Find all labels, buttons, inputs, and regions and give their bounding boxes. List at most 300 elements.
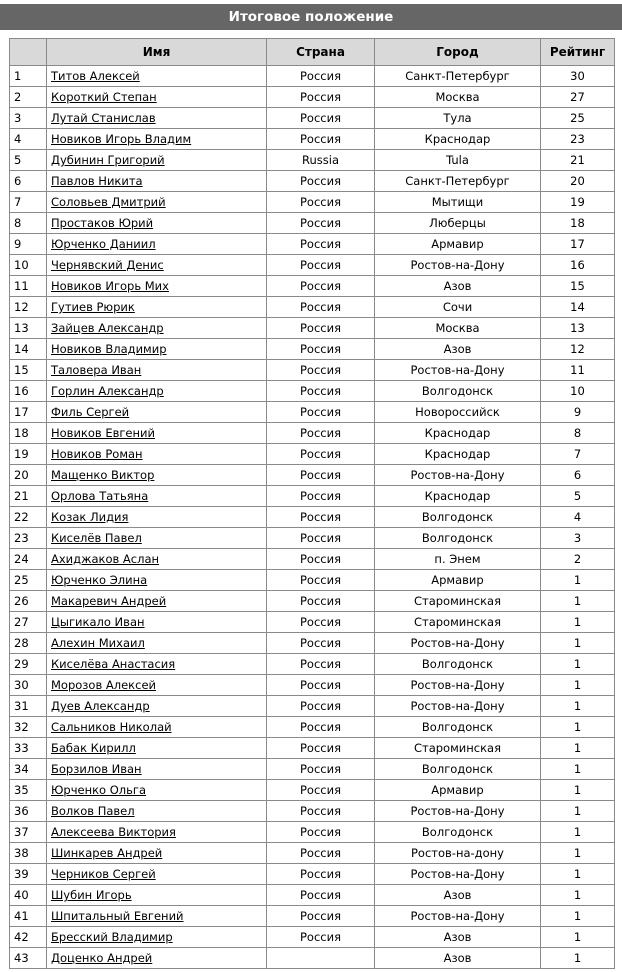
player-name-link[interactable]: Юрченко Элина bbox=[51, 573, 148, 587]
player-name-cell bbox=[47, 528, 267, 549]
city-cell: Азов bbox=[375, 339, 541, 360]
table-row bbox=[10, 528, 615, 549]
rank-cell: 41 bbox=[10, 906, 47, 927]
player-name-link[interactable]: Дубинин Григорий bbox=[51, 153, 165, 167]
rating-cell: 17 bbox=[541, 234, 615, 255]
city-cell: Ростов-на-Дону bbox=[375, 864, 541, 885]
city-cell: Азов bbox=[375, 885, 541, 906]
country-cell: Россия bbox=[267, 255, 375, 276]
city-cell: Люберцы bbox=[375, 213, 541, 234]
player-name-link[interactable]: Цыгикало Иван bbox=[51, 615, 145, 629]
country-cell: Россия bbox=[267, 696, 375, 717]
country-cell: Россия bbox=[267, 129, 375, 150]
country-cell: Russia bbox=[267, 150, 375, 171]
rank-cell: 11 bbox=[10, 276, 47, 297]
rating-cell: 1 bbox=[541, 654, 615, 675]
city-cell: Ростов-на-Дону bbox=[375, 465, 541, 486]
player-name-link[interactable]: Шпитальный Евгений bbox=[51, 909, 184, 923]
rating-cell: 19 bbox=[541, 192, 615, 213]
player-name-cell bbox=[47, 507, 267, 528]
table-row bbox=[10, 738, 615, 759]
column-header-number bbox=[10, 39, 47, 66]
player-name-cell bbox=[47, 192, 267, 213]
player-name-cell bbox=[47, 591, 267, 612]
rating-cell: 14 bbox=[541, 297, 615, 318]
column-header-rating: Рейтинг bbox=[541, 39, 615, 66]
city-cell: Армавир bbox=[375, 570, 541, 591]
table-row bbox=[10, 171, 615, 192]
column-header-name: Имя bbox=[47, 39, 267, 66]
player-name-cell bbox=[47, 822, 267, 843]
country-cell: Россия bbox=[267, 864, 375, 885]
country-cell: Россия bbox=[267, 528, 375, 549]
rank-cell: 42 bbox=[10, 927, 47, 948]
rank-cell: 5 bbox=[10, 150, 47, 171]
city-cell: Краснодар bbox=[375, 423, 541, 444]
city-cell: Азов bbox=[375, 948, 541, 969]
player-name-cell bbox=[47, 402, 267, 423]
player-name-link[interactable]: Макаревич Андрей bbox=[51, 594, 167, 608]
rank-cell: 32 bbox=[10, 717, 47, 738]
rank-cell: 37 bbox=[10, 822, 47, 843]
rating-cell: 20 bbox=[541, 171, 615, 192]
table-row bbox=[10, 444, 615, 465]
table-row bbox=[10, 276, 615, 297]
table-row bbox=[10, 108, 615, 129]
rating-cell: 1 bbox=[541, 843, 615, 864]
player-name-cell bbox=[47, 297, 267, 318]
city-cell: Азов bbox=[375, 927, 541, 948]
rank-cell: 30 bbox=[10, 675, 47, 696]
rank-cell: 16 bbox=[10, 381, 47, 402]
rating-cell: 16 bbox=[541, 255, 615, 276]
player-name-cell bbox=[47, 318, 267, 339]
table-row bbox=[10, 66, 615, 87]
rank-cell: 6 bbox=[10, 171, 47, 192]
city-cell: Волгодонск bbox=[375, 381, 541, 402]
table-row bbox=[10, 885, 615, 906]
player-name-link[interactable]: Соловьев Дмитрий bbox=[51, 195, 166, 209]
player-name-link[interactable]: Зайцев Александр bbox=[51, 321, 164, 335]
player-name-link[interactable]: Юрченко Даниил bbox=[51, 237, 156, 251]
table-row bbox=[10, 381, 615, 402]
city-cell: Армавир bbox=[375, 234, 541, 255]
rating-cell: 1 bbox=[541, 591, 615, 612]
table-row bbox=[10, 780, 615, 801]
city-cell: Москва bbox=[375, 318, 541, 339]
rank-cell: 34 bbox=[10, 759, 47, 780]
city-cell: Ростов-на-Дону bbox=[375, 675, 541, 696]
table-row bbox=[10, 87, 615, 108]
rating-cell: 15 bbox=[541, 276, 615, 297]
city-cell: Москва bbox=[375, 87, 541, 108]
rating-cell: 2 bbox=[541, 549, 615, 570]
rank-cell: 8 bbox=[10, 213, 47, 234]
country-cell: Россия bbox=[267, 318, 375, 339]
table-row bbox=[10, 864, 615, 885]
city-cell: Ростов-на-Дону bbox=[375, 255, 541, 276]
rank-cell: 13 bbox=[10, 318, 47, 339]
table-row bbox=[10, 570, 615, 591]
rank-cell: 1 bbox=[10, 66, 47, 87]
player-name-cell bbox=[47, 465, 267, 486]
city-cell: Волгодонск bbox=[375, 717, 541, 738]
table-row bbox=[10, 297, 615, 318]
player-name-link[interactable]: Доценко Андрей bbox=[51, 951, 153, 965]
player-name-link[interactable]: Бресский Владимир bbox=[51, 930, 173, 944]
country-cell: Россия bbox=[267, 612, 375, 633]
country-cell: Россия bbox=[267, 822, 375, 843]
table-row bbox=[10, 801, 615, 822]
city-cell: Волгодонск bbox=[375, 528, 541, 549]
table-row bbox=[10, 129, 615, 150]
rank-cell: 19 bbox=[10, 444, 47, 465]
player-name-link[interactable]: Короткий Степан bbox=[51, 90, 157, 104]
table-row bbox=[10, 612, 615, 633]
rank-cell: 36 bbox=[10, 801, 47, 822]
rating-cell: 1 bbox=[541, 927, 615, 948]
table-row bbox=[10, 927, 615, 948]
table-row bbox=[10, 339, 615, 360]
country-cell: Россия bbox=[267, 213, 375, 234]
country-cell: Россия bbox=[267, 465, 375, 486]
player-name-link[interactable]: Таловера Иван bbox=[51, 363, 142, 377]
player-name-cell bbox=[47, 885, 267, 906]
player-name-link[interactable]: Чернявский Денис bbox=[51, 258, 164, 272]
table-row bbox=[10, 675, 615, 696]
rank-cell: 17 bbox=[10, 402, 47, 423]
country-cell: Россия bbox=[267, 780, 375, 801]
table-row bbox=[10, 402, 615, 423]
country-cell: Россия bbox=[267, 885, 375, 906]
table-row bbox=[10, 948, 615, 969]
player-name-cell bbox=[47, 381, 267, 402]
rank-cell: 3 bbox=[10, 108, 47, 129]
city-cell: Староминская bbox=[375, 612, 541, 633]
country-cell: Россия bbox=[267, 234, 375, 255]
player-name-cell bbox=[47, 171, 267, 192]
rating-cell: 11 bbox=[541, 360, 615, 381]
rank-cell: 40 bbox=[10, 885, 47, 906]
player-name-cell bbox=[47, 276, 267, 297]
table-row bbox=[10, 906, 615, 927]
player-name-cell bbox=[47, 66, 267, 87]
country-cell: Россия bbox=[267, 360, 375, 381]
rating-cell: 3 bbox=[541, 528, 615, 549]
table-row bbox=[10, 759, 615, 780]
country-cell: Россия bbox=[267, 591, 375, 612]
player-name-link[interactable]: Киселёва Анастасия bbox=[51, 657, 176, 671]
country-cell: Россия bbox=[267, 927, 375, 948]
player-name-link[interactable]: Киселёв Павел bbox=[51, 531, 142, 545]
country-cell: Россия bbox=[267, 444, 375, 465]
city-cell: Tula bbox=[375, 150, 541, 171]
player-name-link[interactable]: Алексеева Виктория bbox=[51, 825, 176, 839]
player-name-cell bbox=[47, 696, 267, 717]
table-row bbox=[10, 465, 615, 486]
rank-cell: 28 bbox=[10, 633, 47, 654]
rating-cell: 1 bbox=[541, 801, 615, 822]
player-name-link[interactable]: Шинкарев Андрей bbox=[51, 846, 163, 860]
player-name-cell bbox=[47, 234, 267, 255]
player-name-cell bbox=[47, 213, 267, 234]
rank-cell: 39 bbox=[10, 864, 47, 885]
rating-cell: 1 bbox=[541, 675, 615, 696]
rank-cell: 12 bbox=[10, 297, 47, 318]
rating-cell: 18 bbox=[541, 213, 615, 234]
country-cell: Россия bbox=[267, 192, 375, 213]
player-name-cell bbox=[47, 360, 267, 381]
player-name-link[interactable]: Филь Сергей bbox=[51, 405, 130, 419]
player-name-cell bbox=[47, 759, 267, 780]
rank-cell: 18 bbox=[10, 423, 47, 444]
player-name-cell bbox=[47, 738, 267, 759]
table-row bbox=[10, 654, 615, 675]
country-cell: Россия bbox=[267, 717, 375, 738]
rating-cell: 7 bbox=[541, 444, 615, 465]
rating-cell: 1 bbox=[541, 864, 615, 885]
player-name-cell bbox=[47, 150, 267, 171]
country-cell: Россия bbox=[267, 675, 375, 696]
table-row bbox=[10, 633, 615, 654]
rank-cell: 38 bbox=[10, 843, 47, 864]
rank-cell: 7 bbox=[10, 192, 47, 213]
player-name-cell bbox=[47, 444, 267, 465]
table-row bbox=[10, 696, 615, 717]
country-cell: Россия bbox=[267, 486, 375, 507]
country-cell: Россия bbox=[267, 549, 375, 570]
player-name-cell bbox=[47, 570, 267, 591]
table-row bbox=[10, 591, 615, 612]
city-cell: Азов bbox=[375, 276, 541, 297]
city-cell: Ростов-на-Дону bbox=[375, 360, 541, 381]
player-name-cell bbox=[47, 948, 267, 969]
player-name-cell bbox=[47, 255, 267, 276]
table-row bbox=[10, 423, 615, 444]
table-row bbox=[10, 234, 615, 255]
rank-cell: 22 bbox=[10, 507, 47, 528]
player-name-cell bbox=[47, 108, 267, 129]
player-name-link[interactable]: Волков Павел bbox=[51, 804, 135, 818]
country-cell: Россия bbox=[267, 423, 375, 444]
city-cell: п. Энем bbox=[375, 549, 541, 570]
city-cell: Краснодар bbox=[375, 486, 541, 507]
city-cell: Санкт-Петербург bbox=[375, 66, 541, 87]
player-name-link[interactable]: Лутай Станислав bbox=[51, 111, 156, 125]
country-cell: Россия bbox=[267, 297, 375, 318]
player-name-cell bbox=[47, 549, 267, 570]
rating-cell: 4 bbox=[541, 507, 615, 528]
rating-cell: 1 bbox=[541, 696, 615, 717]
standings-table bbox=[9, 38, 615, 969]
player-name-cell bbox=[47, 927, 267, 948]
column-header-country: Страна bbox=[267, 39, 375, 66]
player-name-cell bbox=[47, 129, 267, 150]
player-name-link[interactable]: Горлин Александр bbox=[51, 384, 164, 398]
table-row bbox=[10, 318, 615, 339]
country-cell: Россия bbox=[267, 759, 375, 780]
player-name-cell bbox=[47, 87, 267, 108]
rank-cell: 9 bbox=[10, 234, 47, 255]
player-name-cell bbox=[47, 717, 267, 738]
table-row bbox=[10, 213, 615, 234]
player-name-link[interactable]: Ахиджаков Аслан bbox=[51, 552, 160, 566]
player-name-link[interactable]: Простаков Юрий bbox=[51, 216, 154, 230]
city-cell: Краснодар bbox=[375, 444, 541, 465]
city-cell: Ростов-на-Дону bbox=[375, 633, 541, 654]
rating-cell: 1 bbox=[541, 948, 615, 969]
rating-cell: 1 bbox=[541, 885, 615, 906]
city-cell: Краснодар bbox=[375, 129, 541, 150]
city-cell: Волгодонск bbox=[375, 759, 541, 780]
city-cell: Ростов-на-Дону bbox=[375, 696, 541, 717]
table-header-row bbox=[10, 39, 615, 66]
city-cell: Волгодонск bbox=[375, 507, 541, 528]
country-cell: Россия bbox=[267, 654, 375, 675]
rank-cell: 26 bbox=[10, 591, 47, 612]
rank-cell: 14 bbox=[10, 339, 47, 360]
country-cell: Россия bbox=[267, 738, 375, 759]
rank-cell: 15 bbox=[10, 360, 47, 381]
player-name-link[interactable]: Павлов Никита bbox=[51, 174, 143, 188]
city-cell: Тула bbox=[375, 108, 541, 129]
rating-cell: 27 bbox=[541, 87, 615, 108]
table-row bbox=[10, 717, 615, 738]
city-cell: Староминская bbox=[375, 591, 541, 612]
country-cell: Россия bbox=[267, 402, 375, 423]
player-name-link[interactable]: Бабак Кирилл bbox=[51, 741, 136, 755]
player-name-link[interactable]: Черников Сергей bbox=[51, 867, 156, 881]
player-name-cell bbox=[47, 780, 267, 801]
rating-cell: 1 bbox=[541, 738, 615, 759]
rank-cell: 21 bbox=[10, 486, 47, 507]
city-cell: Волгодонск bbox=[375, 654, 541, 675]
player-name-cell bbox=[47, 864, 267, 885]
player-name-cell bbox=[47, 801, 267, 822]
table-row bbox=[10, 507, 615, 528]
rating-cell: 1 bbox=[541, 906, 615, 927]
player-name-link[interactable]: Юрченко Ольга bbox=[51, 783, 147, 797]
rank-cell: 4 bbox=[10, 129, 47, 150]
rating-cell: 1 bbox=[541, 570, 615, 591]
player-name-link[interactable]: Мащенко Виктор bbox=[51, 468, 155, 482]
rank-cell: 35 bbox=[10, 780, 47, 801]
player-name-link[interactable]: Шубин Игорь bbox=[51, 888, 132, 902]
table-row bbox=[10, 360, 615, 381]
player-name-link[interactable]: Гутиев Рюрик bbox=[51, 300, 135, 314]
player-name-cell bbox=[47, 675, 267, 696]
city-cell: Новороссийск bbox=[375, 402, 541, 423]
city-cell: Сочи bbox=[375, 297, 541, 318]
player-name-link[interactable]: Козак Лидия bbox=[51, 510, 129, 524]
country-cell bbox=[267, 948, 375, 969]
table-row bbox=[10, 843, 615, 864]
city-cell: Староминская bbox=[375, 738, 541, 759]
country-cell: Россия bbox=[267, 381, 375, 402]
player-name-cell bbox=[47, 654, 267, 675]
rating-cell: 1 bbox=[541, 717, 615, 738]
rating-cell: 13 bbox=[541, 318, 615, 339]
column-header-city: Город bbox=[375, 39, 541, 66]
rating-cell: 23 bbox=[541, 129, 615, 150]
table-row bbox=[10, 822, 615, 843]
rating-cell: 1 bbox=[541, 612, 615, 633]
city-cell: Армавир bbox=[375, 780, 541, 801]
player-name-link[interactable]: Борзилов Иван bbox=[51, 762, 142, 776]
player-name-cell bbox=[47, 486, 267, 507]
player-name-link[interactable]: Новиков Владимир bbox=[51, 342, 167, 356]
table-row bbox=[10, 192, 615, 213]
rating-cell: 5 bbox=[541, 486, 615, 507]
country-cell: Россия bbox=[267, 801, 375, 822]
player-name-cell bbox=[47, 423, 267, 444]
country-cell: Россия bbox=[267, 570, 375, 591]
country-cell: Россия bbox=[267, 843, 375, 864]
player-name-link[interactable]: Новиков Игорь Владим bbox=[51, 132, 192, 146]
city-cell: Санкт-Петербург bbox=[375, 171, 541, 192]
country-cell: Россия bbox=[267, 87, 375, 108]
country-cell: Россия bbox=[267, 276, 375, 297]
country-cell: Россия bbox=[267, 171, 375, 192]
rating-cell: 10 bbox=[541, 381, 615, 402]
player-name-link[interactable]: Морозов Алексей bbox=[51, 678, 156, 692]
city-cell: Мытищи bbox=[375, 192, 541, 213]
rating-cell: 21 bbox=[541, 150, 615, 171]
city-cell: Волгодонск bbox=[375, 822, 541, 843]
city-cell: Ростов-на-Дону bbox=[375, 801, 541, 822]
rating-cell: 8 bbox=[541, 423, 615, 444]
country-cell: Россия bbox=[267, 339, 375, 360]
rank-cell: 10 bbox=[10, 255, 47, 276]
rating-cell: 1 bbox=[541, 822, 615, 843]
player-name-link[interactable]: Орлова Татьяна bbox=[51, 489, 149, 503]
country-cell: Россия bbox=[267, 906, 375, 927]
rating-cell: 30 bbox=[541, 66, 615, 87]
player-name-link[interactable]: Сальников Николай bbox=[51, 720, 172, 734]
rank-cell: 27 bbox=[10, 612, 47, 633]
rank-cell: 43 bbox=[10, 948, 47, 969]
player-name-link[interactable]: Титов Алексей bbox=[51, 69, 140, 83]
rank-cell: 31 bbox=[10, 696, 47, 717]
country-cell: Россия bbox=[267, 633, 375, 654]
player-name-link[interactable]: Новиков Игорь Мих bbox=[51, 279, 169, 293]
table-row bbox=[10, 549, 615, 570]
city-cell: Ростов-на-дону bbox=[375, 843, 541, 864]
table-row bbox=[10, 255, 615, 276]
rank-cell: 29 bbox=[10, 654, 47, 675]
player-name-cell bbox=[47, 906, 267, 927]
player-name-link[interactable]: Дуев Александр bbox=[51, 699, 150, 713]
player-name-cell bbox=[47, 612, 267, 633]
rating-cell: 12 bbox=[541, 339, 615, 360]
rank-cell: 25 bbox=[10, 570, 47, 591]
player-name-link[interactable]: Новиков Роман bbox=[51, 447, 143, 461]
table-row bbox=[10, 150, 615, 171]
player-name-cell bbox=[47, 633, 267, 654]
country-cell: Россия bbox=[267, 66, 375, 87]
table-row bbox=[10, 486, 615, 507]
rank-cell: 33 bbox=[10, 738, 47, 759]
player-name-link[interactable]: Новиков Евгений bbox=[51, 426, 155, 440]
rating-cell: 1 bbox=[541, 633, 615, 654]
city-cell: Ростов-на-Дону bbox=[375, 906, 541, 927]
rank-cell: 20 bbox=[10, 465, 47, 486]
rank-cell: 23 bbox=[10, 528, 47, 549]
rank-cell: 24 bbox=[10, 549, 47, 570]
rating-cell: 25 bbox=[541, 108, 615, 129]
rating-cell: 1 bbox=[541, 759, 615, 780]
player-name-link[interactable]: Алехин Михаил bbox=[51, 636, 145, 650]
